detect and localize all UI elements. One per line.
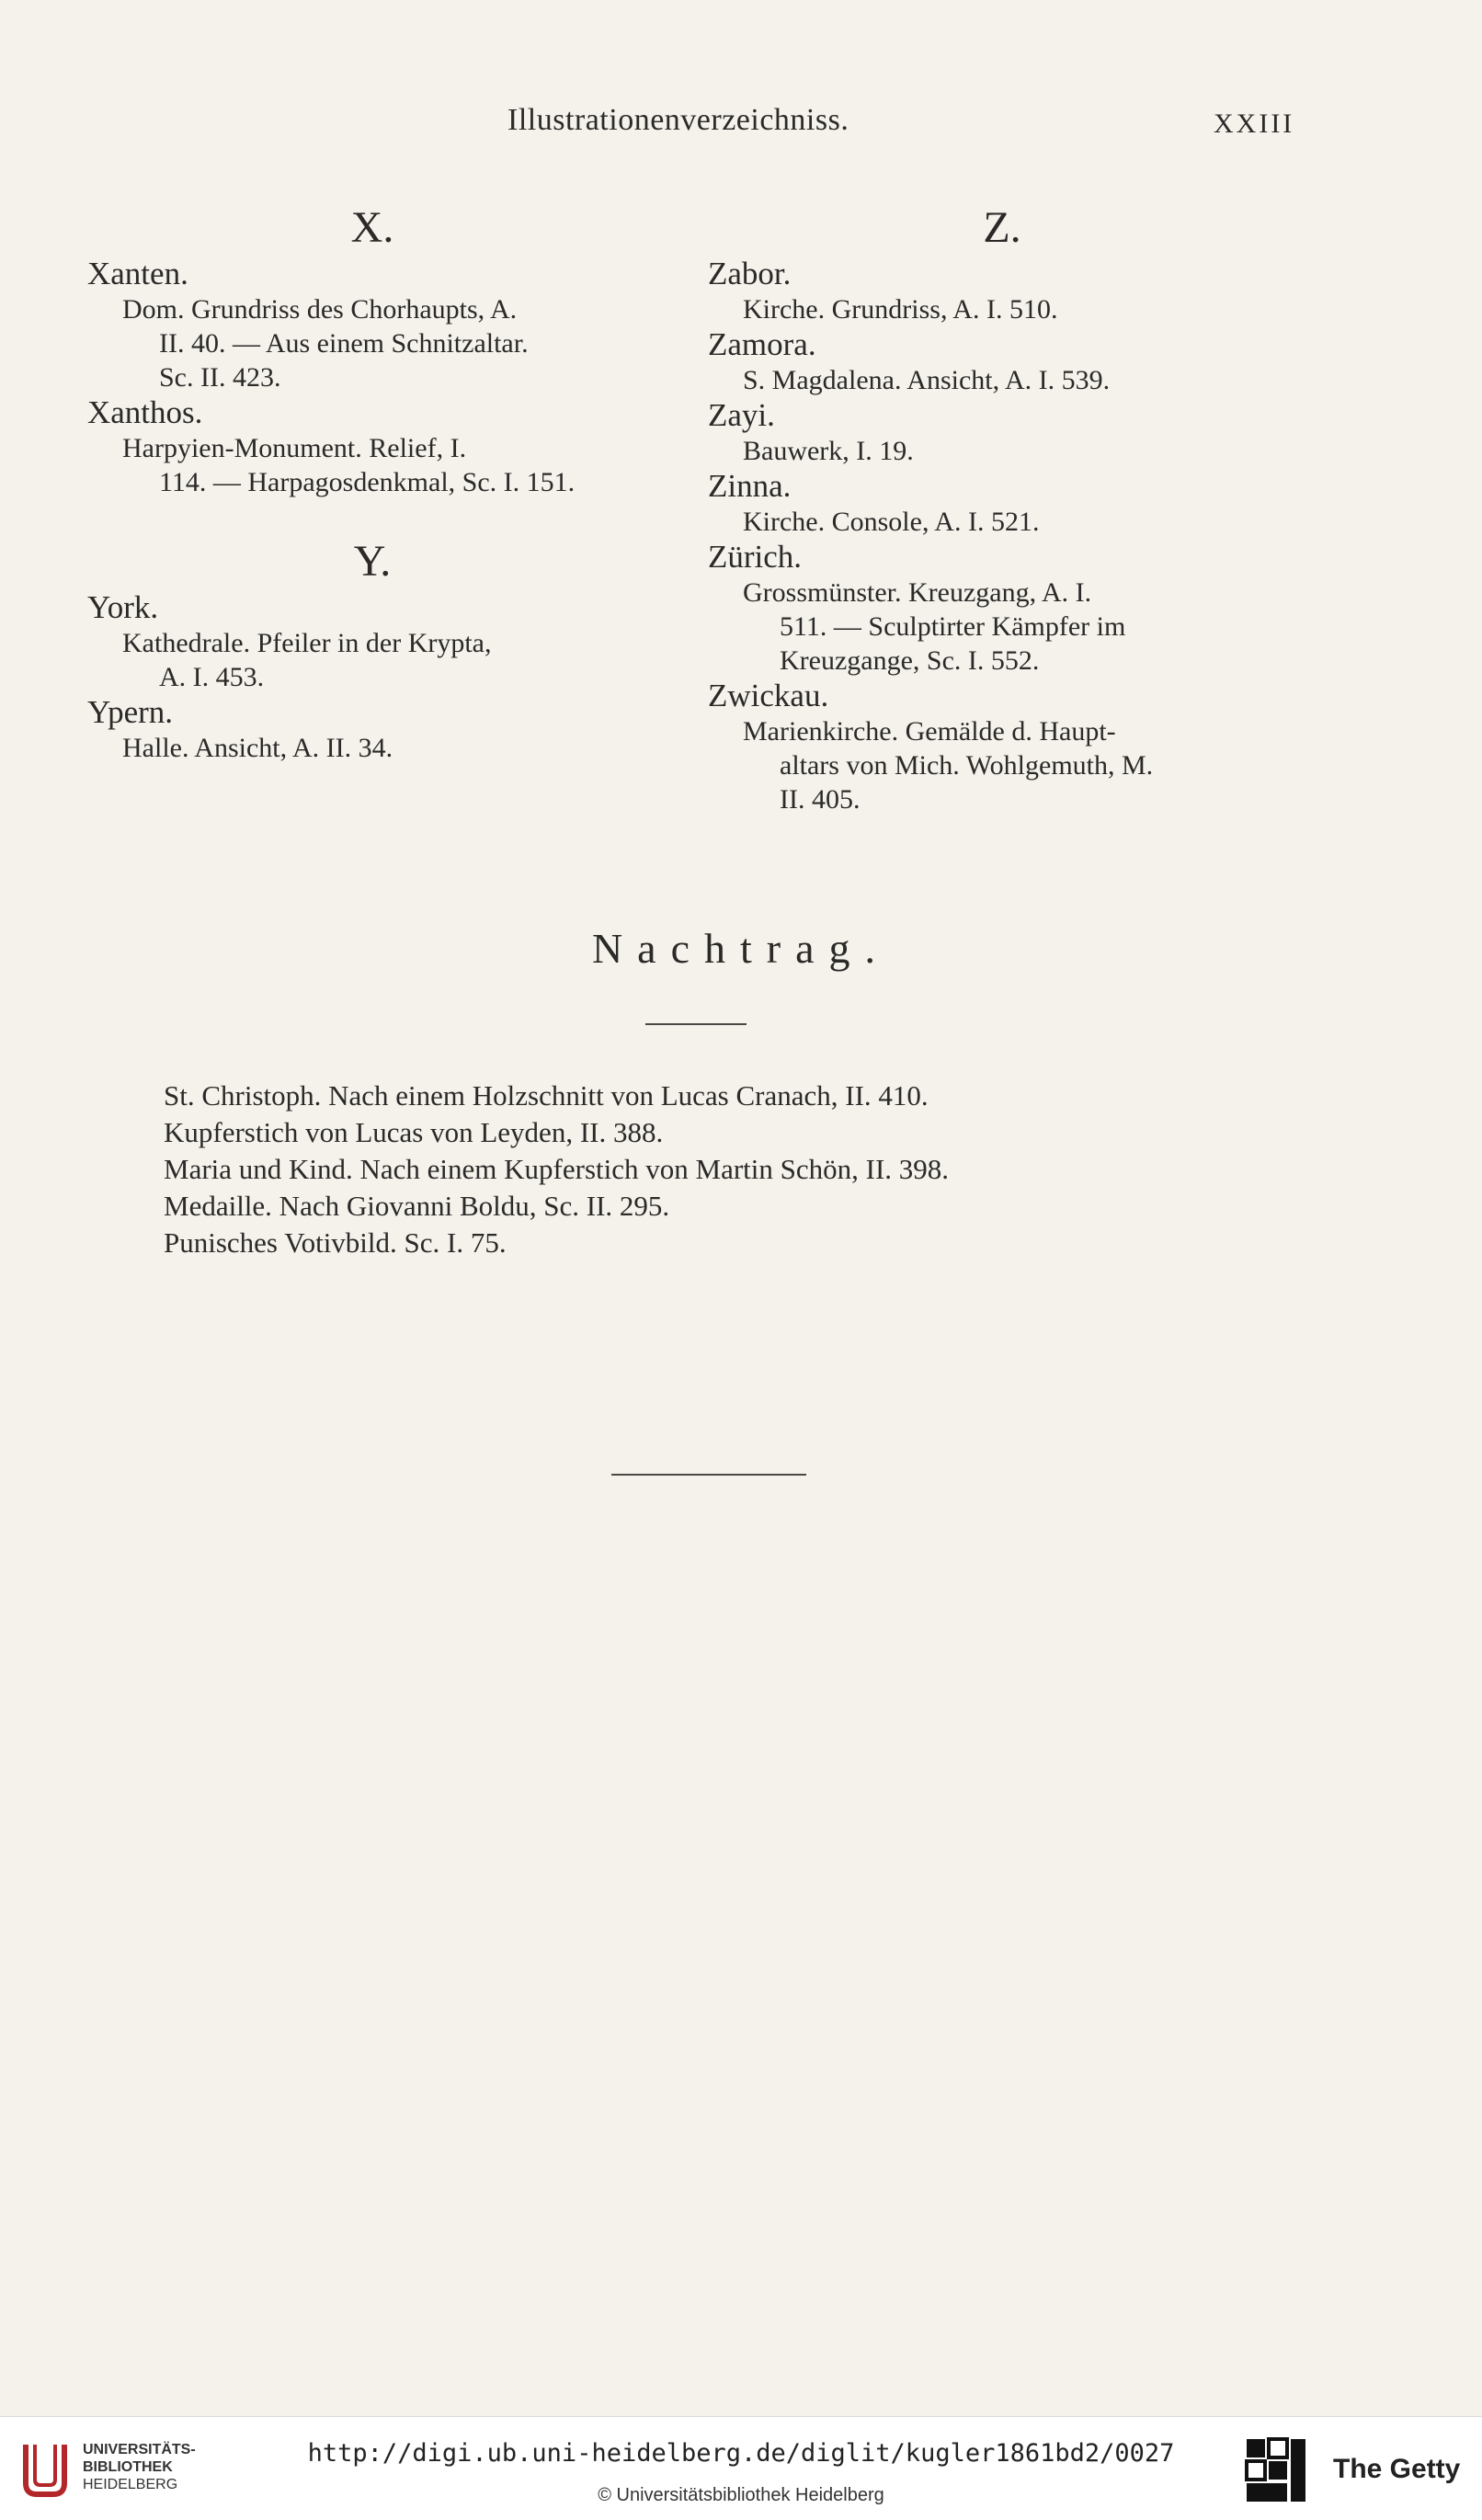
entry-line: Grossmünster. Kreuzgang, A. I. xyxy=(743,577,1092,608)
entry-place: Ypern. xyxy=(87,694,174,730)
section-letter-x: X. xyxy=(350,203,394,252)
running-title: Illustrationenverzeichniss. xyxy=(507,103,849,137)
entry-text xyxy=(708,363,1296,397)
nachtrag-line: Punisches Votivbild. Sc. I. 75. xyxy=(164,1226,507,1259)
entry-line: Bauwerk, I. 19. xyxy=(743,436,914,466)
entry-text xyxy=(708,576,1296,678)
nachtrag-line: Medaille. Nach Giovanni Boldu, Sc. II. 295. xyxy=(164,1190,670,1222)
right-column xyxy=(708,200,1296,816)
entry-text xyxy=(87,431,657,499)
library-line: BIBLIOTHEK xyxy=(83,2459,173,2475)
left-column xyxy=(87,200,657,765)
entry-line: II. 405. xyxy=(780,784,861,815)
viewer-footer xyxy=(0,2416,1482,2520)
entry-line: 511. — Sculptirter Kämpfer im xyxy=(780,611,1126,642)
index-entry xyxy=(708,678,1296,816)
index-entry xyxy=(708,539,1296,678)
nachtrag-line: Kupferstich von Lucas von Leyden, II. 388. xyxy=(164,1116,664,1148)
entry-line: Dom. Grundriss des Chorhaupts, A. xyxy=(122,294,518,325)
entry-line: Halle. Ansicht, A. II. 34. xyxy=(122,733,393,763)
index-entry xyxy=(708,397,1296,468)
section-letter-z: Z. xyxy=(983,203,1021,252)
index-entry xyxy=(708,326,1296,397)
entry-line: Sc. II. 423. xyxy=(159,362,281,393)
entry-place: Xanten. xyxy=(87,256,188,291)
entry-text xyxy=(708,714,1296,816)
index-entry xyxy=(87,694,657,765)
divider xyxy=(645,1023,747,1025)
nachtrag-line: Maria und Kind. Nach einem Kupferstich von Martin Schön, II. 398. xyxy=(164,1153,950,1185)
permalink-url[interactable]: http://digi.ub.uni-heidelberg.de/diglit/kugler1861bd2/0027 xyxy=(307,2439,1175,2468)
entry-text xyxy=(87,626,657,694)
nachtrag-line: St. Christoph. Nach einem Holzschnitt von Lucas Cranach, II. 410. xyxy=(164,1079,929,1112)
library-line: UNIVERSITÄTS- xyxy=(83,2442,196,2457)
entry-line: II. 40. — Aus einem Schnitzaltar. xyxy=(159,328,529,359)
entry-line: 114. — Harpagosdenkmal, Sc. I. 151. xyxy=(159,467,576,497)
index-entry xyxy=(87,589,657,694)
copyright-notice: © Universitätsbibliothek Heidelberg xyxy=(598,2485,884,2505)
entry-place: Zabor. xyxy=(708,256,792,291)
nachtrag-heading: Nachtrag. xyxy=(591,925,891,972)
entry-text xyxy=(708,434,1296,468)
entry-place: Zamora. xyxy=(708,326,816,362)
nachtrag-list xyxy=(164,1078,1267,1261)
entry-line: altars von Mich. Wohlgemuth, M. xyxy=(780,750,1154,781)
entry-place: Zürich. xyxy=(708,539,803,575)
entry-line: A. I. 453. xyxy=(159,662,265,692)
library-line: HEIDELBERG xyxy=(83,2477,178,2492)
entry-line: Kreuzgange, Sc. I. 552. xyxy=(780,645,1040,676)
index-entry xyxy=(708,468,1296,539)
entry-place: Zwickau. xyxy=(708,678,829,713)
index-entry xyxy=(708,256,1296,326)
entry-place: Xanthos. xyxy=(87,394,203,430)
section-letter-y: Y. xyxy=(353,537,392,586)
entry-line: S. Magdalena. Ansicht, A. I. 539. xyxy=(743,365,1111,395)
entry-line: Marienkirche. Gemälde d. Haupt- xyxy=(743,716,1116,747)
entry-line: Kirche. Grundriss, A. I. 510. xyxy=(743,294,1058,325)
end-divider xyxy=(611,1474,806,1476)
entry-place: Zinna. xyxy=(708,468,792,504)
entry-line: Kirche. Console, A. I. 521. xyxy=(743,507,1040,537)
getty-logo-icon xyxy=(1243,2435,1309,2505)
entry-text xyxy=(87,731,657,765)
entry-text xyxy=(708,505,1296,539)
index-entry xyxy=(87,394,657,499)
entry-line: Harpyien-Monument. Relief, I. xyxy=(122,433,467,463)
entry-text xyxy=(708,292,1296,326)
page-number: XXIII xyxy=(1214,108,1295,139)
entry-line: Kathedrale. Pfeiler in der Krypta, xyxy=(122,628,492,658)
entry-place: York. xyxy=(87,589,159,625)
entry-place: Zayi. xyxy=(708,397,775,433)
index-entry xyxy=(87,256,657,394)
partner-name: The Getty xyxy=(1333,2454,1461,2484)
entry-text xyxy=(87,292,657,394)
